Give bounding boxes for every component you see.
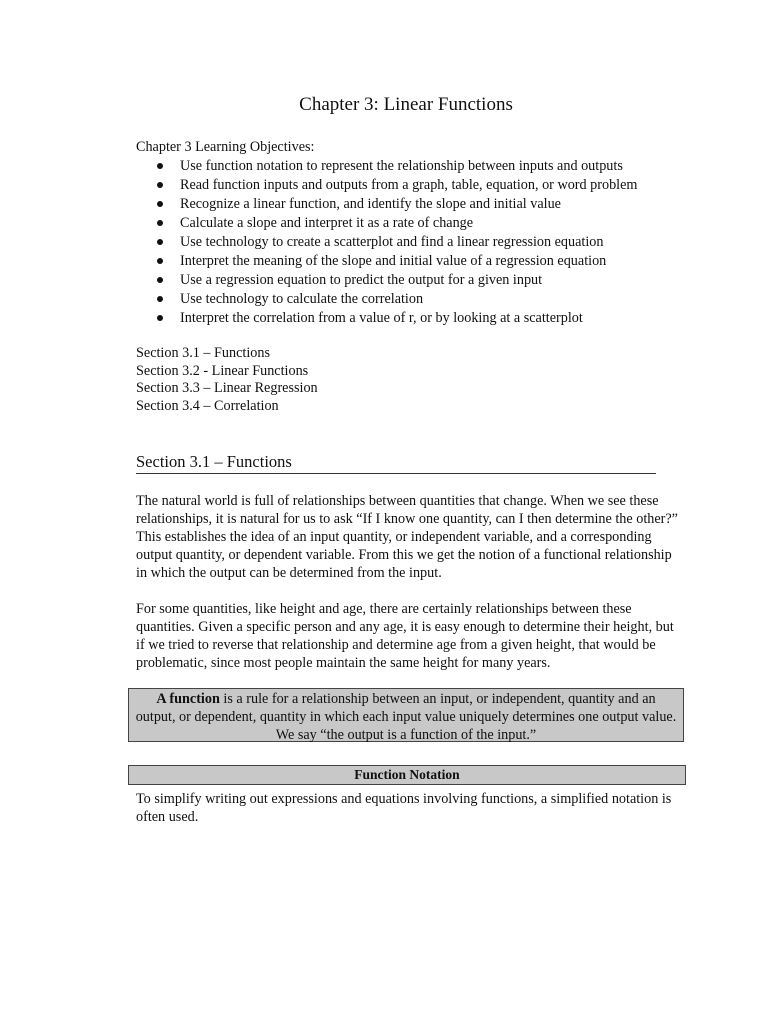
section-heading: Section 3.1 – Functions: [136, 452, 292, 471]
section-divider: [136, 473, 656, 474]
bullet-icon: [157, 201, 163, 207]
definition-text: is a rule for a relationship between an input, or independent, quantity and an output, or dependent, quantity in which each input value uniquely determines one output value. We say “the output is a function of the input.”: [135, 691, 677, 743]
notation-heading-box: Function Notation: [128, 765, 686, 785]
bullet-icon: [157, 239, 163, 245]
objective-item: [136, 233, 696, 252]
objectives-list: [136, 157, 696, 328]
objective-text: Use a regression equation to predict the output for a given input: [180, 272, 543, 288]
objective-item: [136, 271, 696, 290]
chapter-title: Chapter 3: Linear Functions: [299, 94, 513, 115]
section-entry: Section 3.1 – Functions: [136, 345, 270, 361]
objective-text: Interpret the meaning of the slope and initial value of a regression equation: [180, 253, 607, 269]
objective-text: Interpret the correlation from a value of r, or by looking at a scatterplot: [180, 310, 583, 326]
section-entry: Section 3.3 – Linear Regression: [136, 380, 318, 396]
objectives-heading: Chapter 3 Learning Objectives:: [136, 139, 315, 155]
objective-text: Use technology to create a scatterplot and find a linear regression equation: [180, 234, 604, 250]
objective-item: [136, 290, 696, 309]
objective-text: Calculate a slope and interpret it as a rate of change: [180, 215, 474, 231]
objective-text: Use function notation to represent the relationship between inputs and outputs: [180, 158, 623, 174]
bullet-icon: [157, 163, 163, 169]
paragraph-intro: The natural world is full of relationships between quantities that change. When we see these relationships, it is natural for us to ask “If I know one quantity, can I then determine the other?” This establishes the idea of an input quantity, or independent variable, and a corresponding output quantity, or dependent variable. From this we get the notion of a functional relationship in which the output can be determined from the input.: [136, 493, 678, 581]
paragraph-notation: To simplify writing out expressions and equations involving functions, a simplified notation is often used.: [136, 791, 672, 825]
definition-term: A function: [156, 691, 220, 707]
objective-item: [136, 214, 696, 233]
bullet-icon: [157, 182, 163, 188]
objective-text: Read function inputs and outputs from a graph, table, equation, or word problem: [180, 177, 638, 193]
sections-list: [136, 345, 536, 415]
paragraph-height-age: For some quantities, like height and age, there are certainly relationships between these quantities. Given a specific person and any age, it is easy enough to determine their height, but if we tried to reverse that relationship and determine age from a given height, that would be problematic, since most people maintain the same height for many years.: [136, 601, 674, 671]
definition-box: [128, 688, 684, 742]
objective-text: Recognize a linear function, and identify the slope and initial value: [180, 196, 561, 212]
objective-text: Use technology to calculate the correlation: [180, 291, 424, 307]
objective-item: [136, 176, 696, 195]
bullet-icon: [157, 220, 163, 226]
section-entry: Section 3.4 – Correlation: [136, 397, 279, 414]
section-entry: Section 3.2 - Linear Functions: [136, 362, 309, 379]
objective-item: [136, 252, 696, 271]
objective-item: [136, 157, 696, 176]
bullet-icon: [157, 315, 163, 321]
objective-item: [136, 309, 696, 328]
bullet-icon: [157, 277, 163, 283]
bullet-icon: [157, 296, 163, 302]
bullet-icon: [157, 258, 163, 264]
objective-item: [136, 195, 696, 214]
